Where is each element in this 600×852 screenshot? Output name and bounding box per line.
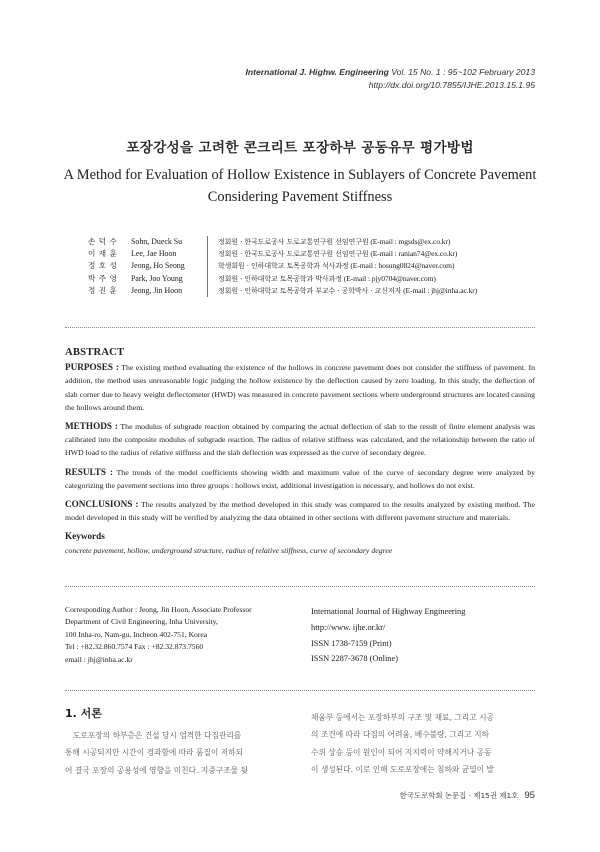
page-footer [400, 790, 535, 801]
divider [65, 690, 535, 691]
author-row [88, 273, 477, 285]
conclusions-label: CONCLUSIONS : [65, 499, 139, 510]
author-name-english: Park, Joo Young [131, 273, 183, 283]
text-line: 이 생성된다. 이로 인해 도로포장에는 침하와 균열이 발 [311, 765, 494, 775]
english-title: A Method for Evaluation of Hollow Existence in Sublayers of Concrete Pavement Considering Pavement Stiffness [63, 167, 537, 205]
korean-title: 포장강성을 고려한 콘크리트 포장하부 공동유무 평가방법 [126, 140, 474, 156]
author-affiliation [207, 285, 477, 297]
conclusions-text: The results analyzed by the method developed in this study was compared to the results analyzed by existing method. The model developed in this study will be verified by analyzing the data obtained in other sections with different pavement structure and materials. [65, 500, 535, 523]
doi-link[interactable]: http://dx.doi.org/10.7855/IJHE.2013.15.1.95 [368, 79, 535, 90]
abstract-results [65, 466, 535, 492]
introduction-heading: 1. 서론 [65, 707, 102, 720]
affiliation-text: 정회원 · 인하대학교 토목공학과 부교수 · 공학박사 · 교신저자 [218, 286, 402, 295]
corr-email: email : jhj@inha.ac.kr [65, 654, 133, 664]
keywords-heading: Keywords [65, 531, 105, 542]
abstract-section [65, 346, 535, 557]
author-list [88, 236, 477, 297]
purposes-text: The existing method evaluating the existence of the hollows in concrete pavement does not consider the stiffness of pavement. In addition, the method uses unreasonable logic judging the hollow existence by the deflection caused by zero loading. In this study, the deflection of slab corner due to heavy weight deflectometer (HWD) was measured in concrete pavement sections where underground structures are located causing the hollows around them. [65, 363, 535, 412]
text-line: 채움부 등에서는 포장하부의 구조 및 재료, 그리고 시공 [311, 713, 494, 722]
text-line: 도로포장의 하부층은 건설 당시 엄격한 다짐관리를 [73, 731, 242, 740]
author-name-korean: 정 호 성 [88, 261, 118, 271]
author-email: (E-mail : ranian74@ex.co.kr) [368, 249, 458, 259]
journal-info-box [311, 604, 541, 667]
author-name-english: Jeong, Ho Seong [131, 261, 185, 271]
divider [65, 586, 535, 587]
author-name-korean: 박 주 영 [88, 273, 118, 283]
author-email: (E-mail : hosung0824@naver.com) [348, 261, 455, 271]
corr-line: 100 Inha-ro, Nam-gu, Incheon 402-751, Korea [65, 629, 208, 639]
issn-online: ISSN 2287-3678 (Online) [311, 654, 399, 664]
issn-print: ISSN 1738-7159 (Print) [311, 638, 392, 648]
corr-line: Department of Civil Engineering, Inha University, [65, 617, 218, 627]
text-line: 통해 시공되지만 시간이 경과함에 따라 품질이 저하되 [65, 748, 244, 758]
abstract-methods [65, 420, 535, 460]
text-line: 수위 상승 등이 원인이 되어 지지력이 약해지거나 공동 [311, 747, 492, 757]
author-affiliation [207, 248, 457, 260]
methods-text: The modulus of subgrade reaction obtained by comparing the actual deflection of slab to the result of finite element analysis was calibrated into the composite modulus of subgrade reaction. The radius of relative stiffness was calculated, and the relationship between the ratio of HWD load to the radius of relative stiffness and the slab deflection was expressed as the curve of secondary degree. [65, 422, 536, 458]
abstract-conclusions [65, 498, 535, 524]
purposes-label: PURPOSES : [65, 362, 119, 373]
journal-url-link[interactable]: http://www. ijhe.or.kr/ [311, 622, 386, 632]
results-label: RESULTS : [65, 466, 114, 477]
author-name-english: Sohn, Dueck Su [131, 237, 183, 246]
author-affiliation [207, 273, 436, 285]
keywords-text: concrete pavement, hollow, underground structure, radius of relative stiffness, curve of secondary degree [65, 545, 393, 555]
footer-journal: 한국도로학회 논문집 · 제15권 제1호 [399, 791, 519, 800]
author-name-english: Lee, Jae Hoon [131, 249, 177, 259]
author-row [88, 260, 477, 272]
text-line: 의 조건에 따라 다짐의 어려움, 배수불량, 그리고 지하 [311, 730, 489, 740]
author-email: (E-mail : jhj@inha.ac.kr) [401, 285, 478, 295]
intro-right-column [311, 709, 541, 779]
affiliation-text: 학생회원 · 인하대학교 토목공학과 석사과정 [218, 262, 349, 271]
author-name-korean: 이 재 훈 [88, 249, 118, 259]
abstract-heading: ABSTRACT [65, 347, 125, 358]
author-name-korean: 손 덕 수 [88, 237, 118, 246]
affiliation-text: 정회원 · 인하대학교 토목공학과 박사과정 [218, 274, 342, 283]
affiliation-text: 정회원 · 한국도로공사 도로교통연구원 선임연구원 [218, 238, 369, 246]
methods-label: METHODS : [65, 421, 118, 432]
author-affiliation [207, 236, 450, 248]
divider [65, 327, 535, 328]
author-affiliation [207, 260, 454, 272]
page-number: 95 [524, 790, 535, 801]
journal-info-name: International Journal of Highway Engineering [311, 607, 466, 616]
results-text: The trends of the model coefficients showing width and maximum value of the curve of secondary degree were analyzed by categorizing the pavement sections into three groups : hollows exist, additional investigation is necessary, and hollows do not exist. [65, 467, 535, 490]
intro-left-column [65, 727, 295, 779]
author-row [88, 236, 477, 248]
author-row [88, 285, 477, 297]
text-line: 어 결국 포장의 공용성에 영향을 미친다. 지중구조물 뒷 [65, 765, 248, 775]
author-row [88, 248, 477, 260]
journal-issue: Vol. 15 No. 1 : 95~102 February 2013 [388, 67, 535, 77]
author-email: (E-mail : pjy0704@naver.com) [341, 273, 436, 283]
journal-name: International J. Highw. Engineering [245, 67, 389, 77]
corresponding-author-box [65, 604, 295, 666]
affiliation-text: 정회원 · 한국도로공사 도로교통연구원 선임연구원 [218, 250, 369, 259]
journal-masthead [245, 66, 535, 91]
corr-line: Tel : +82.32.860.7574 Fax : +82.32.873.7560 [65, 642, 204, 652]
author-email: (E-mail : mgsds@ex.co.kr) [368, 237, 451, 246]
corr-line: Corresponding Author : Jeong, Jin Hoon, Associate Professor [65, 605, 252, 614]
author-name-english: Jeong, Jin Hoon [131, 285, 183, 295]
abstract-purposes [65, 361, 535, 414]
author-name-korean: 정 진 훈 [88, 285, 118, 295]
